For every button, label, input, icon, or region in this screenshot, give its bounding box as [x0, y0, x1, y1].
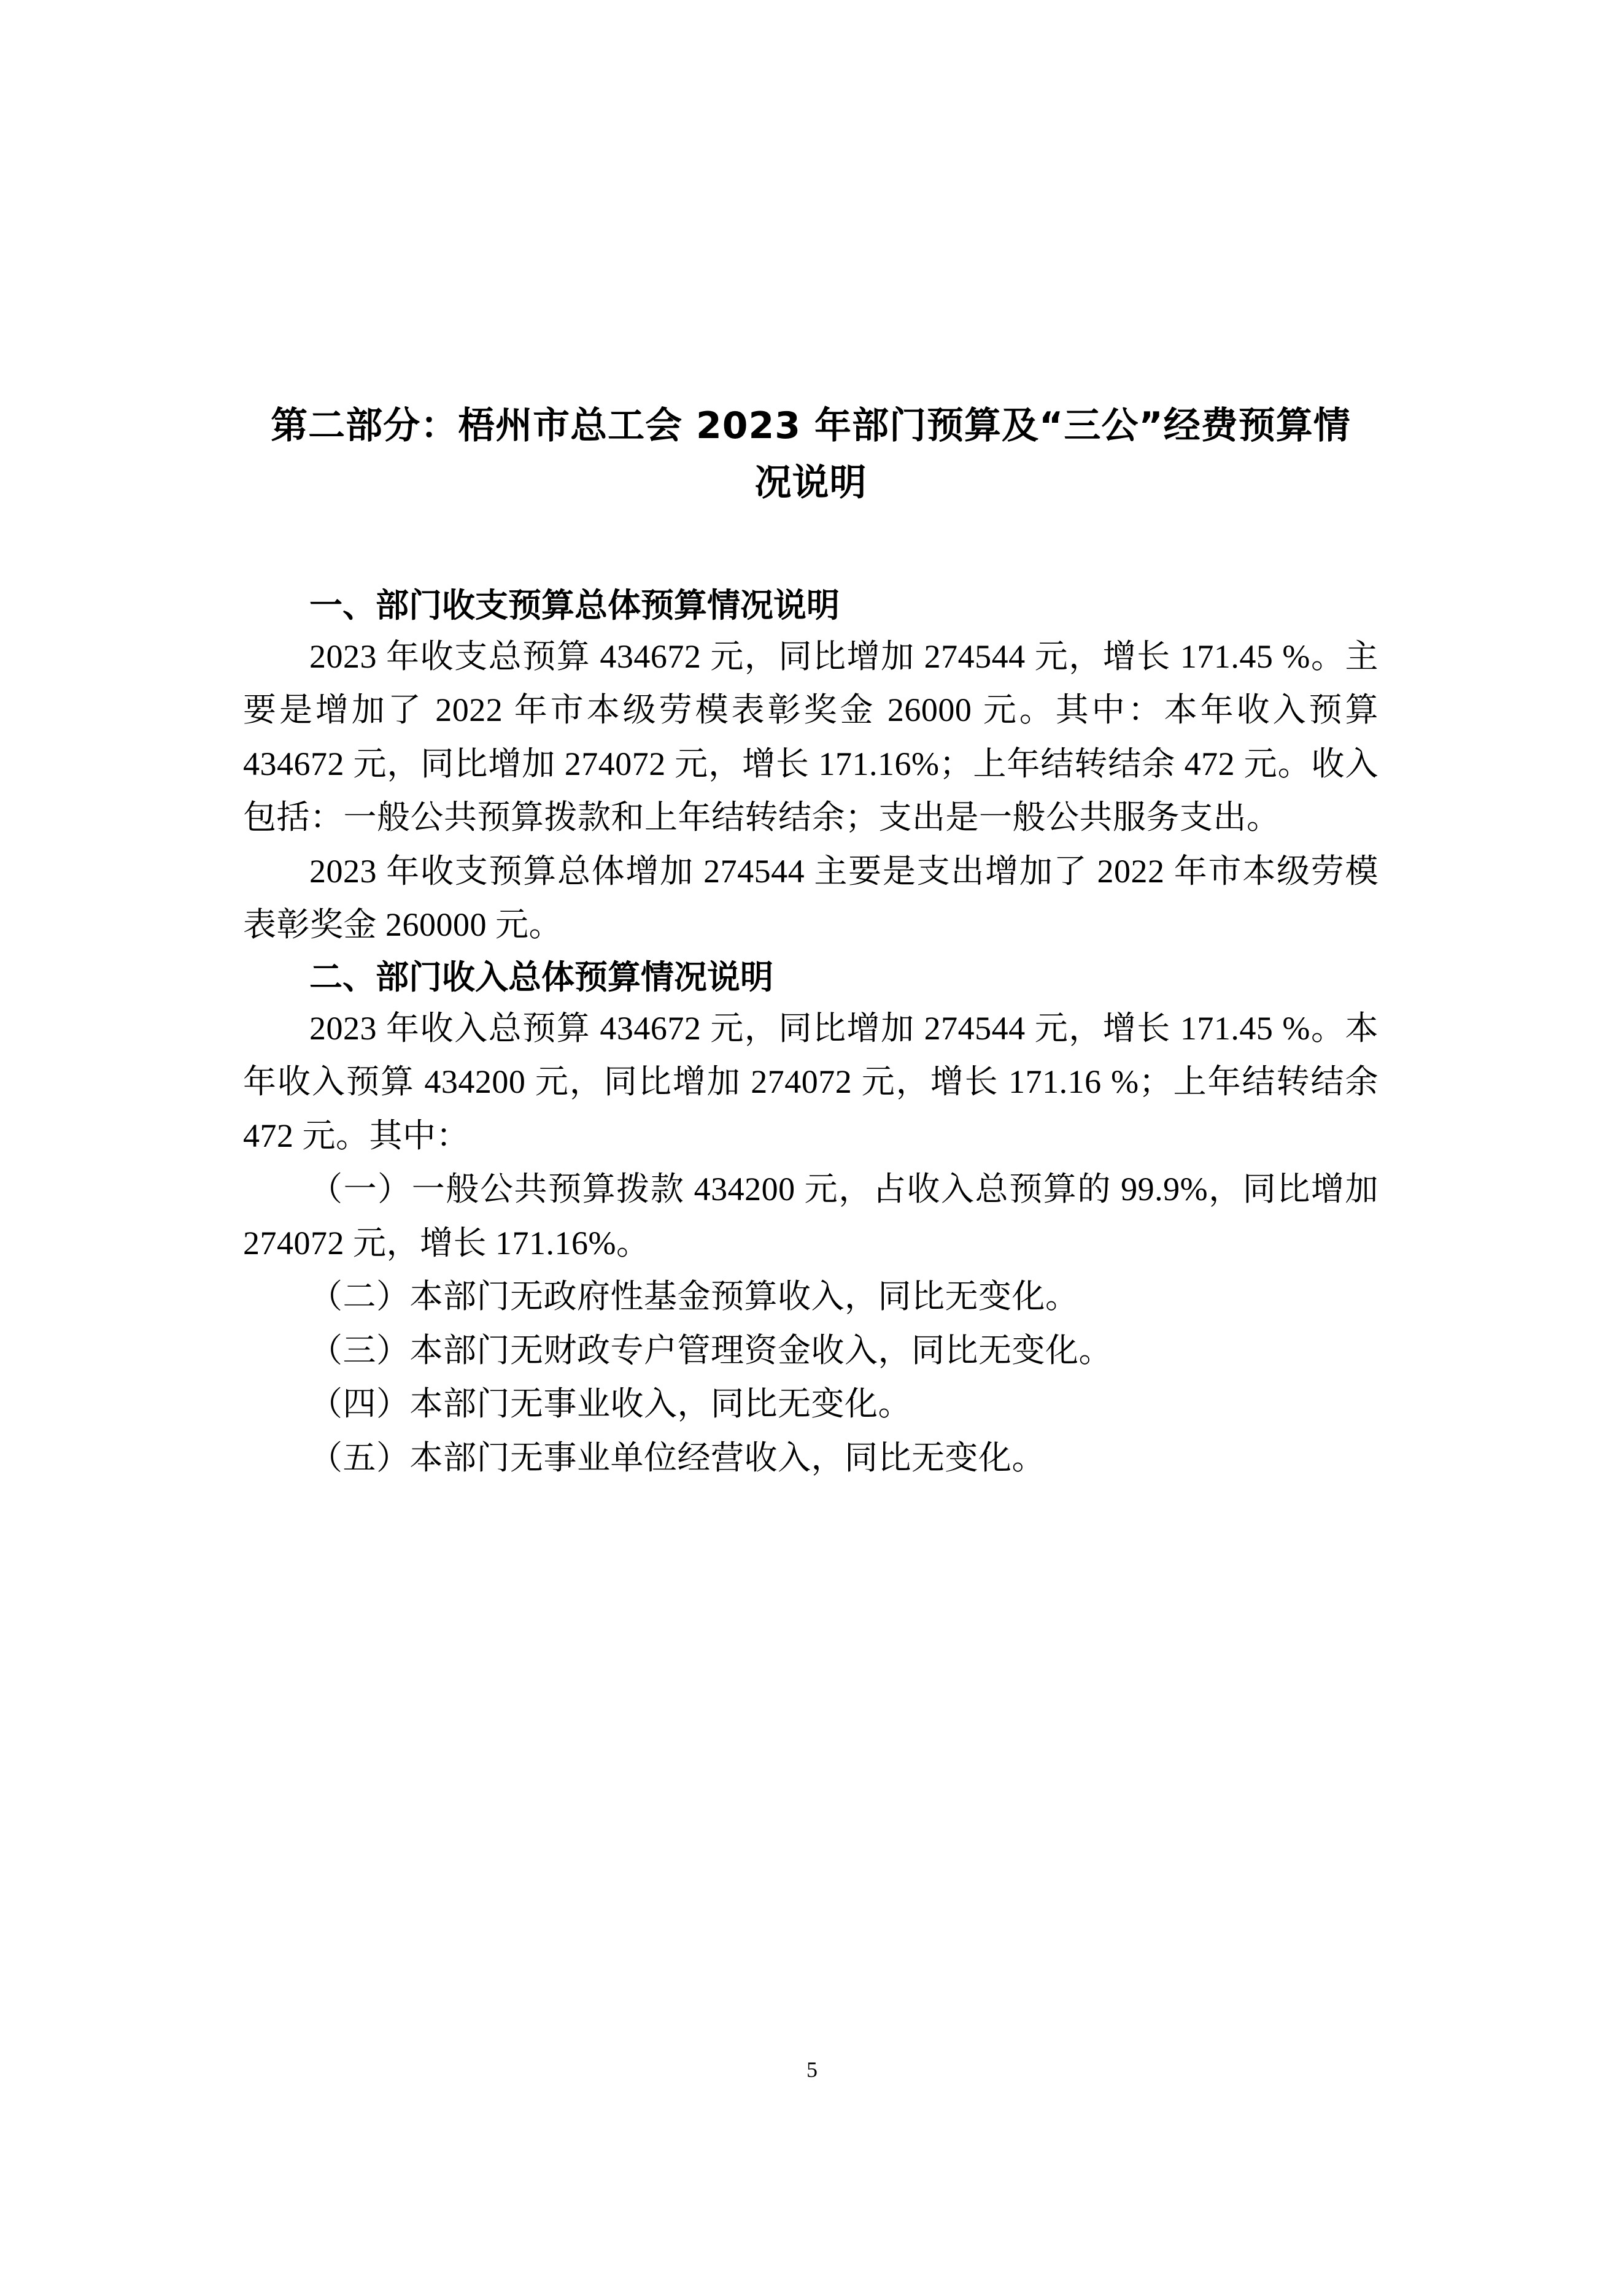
section-heading-2: 二、部门收入总体预算情况说明 [309, 957, 773, 996]
paragraph-1-1: 2023 年收支总预算 434672 元，同比增加 274544 元，增长 171.45 %。主要是增加了 2022 年市本级劳模表彰奖金 26000 元。其中：本年收入预算 434672 元，同比增加 274072 元，增长 171.16%；上年结转结余 472 元。收入包括：一般公共预算拨款和上年结转结余；支出是一般公共服务支出。 [243, 638, 1378, 836]
paragraph-2-2: （一）一般公共预算拨款 434200 元，占收入总预算的 99.9%，同比增加 274072 元，增长 171.16%。 [243, 1171, 1378, 1262]
paragraph-2-3: （二）本部门无政府性基金预算收入，同比无变化。 [309, 1278, 1079, 1316]
paragraph-2-6: （五）本部门无事业单位经营收入，同比无变化。 [309, 1439, 1045, 1476]
page-title: 第二部分：梧州市总工会 2023 年部门预算及“三公”经费预算情况说明 [271, 404, 1351, 504]
page-number: 5 [806, 2057, 818, 2082]
paragraph-1-2: 2023 年收支预算总体增加 274544 主要是支出增加了 2022 年市本级劳模表彰奖金 260000 元。 [243, 852, 1378, 944]
paragraph-2-1: 2023 年收入总预算 434672 元，同比增加 274544 元，增长 171.45 %。本年收入预算 434200 元，同比增加 274072 元，增长 171.16 %；上年结转结余 472 元。其中： [243, 1009, 1378, 1154]
spacer [243, 512, 1378, 580]
paragraph-2-4: （三）本部门无财政专户管理资金收入，同比无变化。 [309, 1331, 1112, 1369]
paragraph-2-5: （四）本部门无事业收入，同比无变化。 [309, 1385, 911, 1423]
section-heading-1: 一、部门收支预算总体预算情况说明 [309, 586, 840, 625]
page-content [243, 398, 1378, 1485]
